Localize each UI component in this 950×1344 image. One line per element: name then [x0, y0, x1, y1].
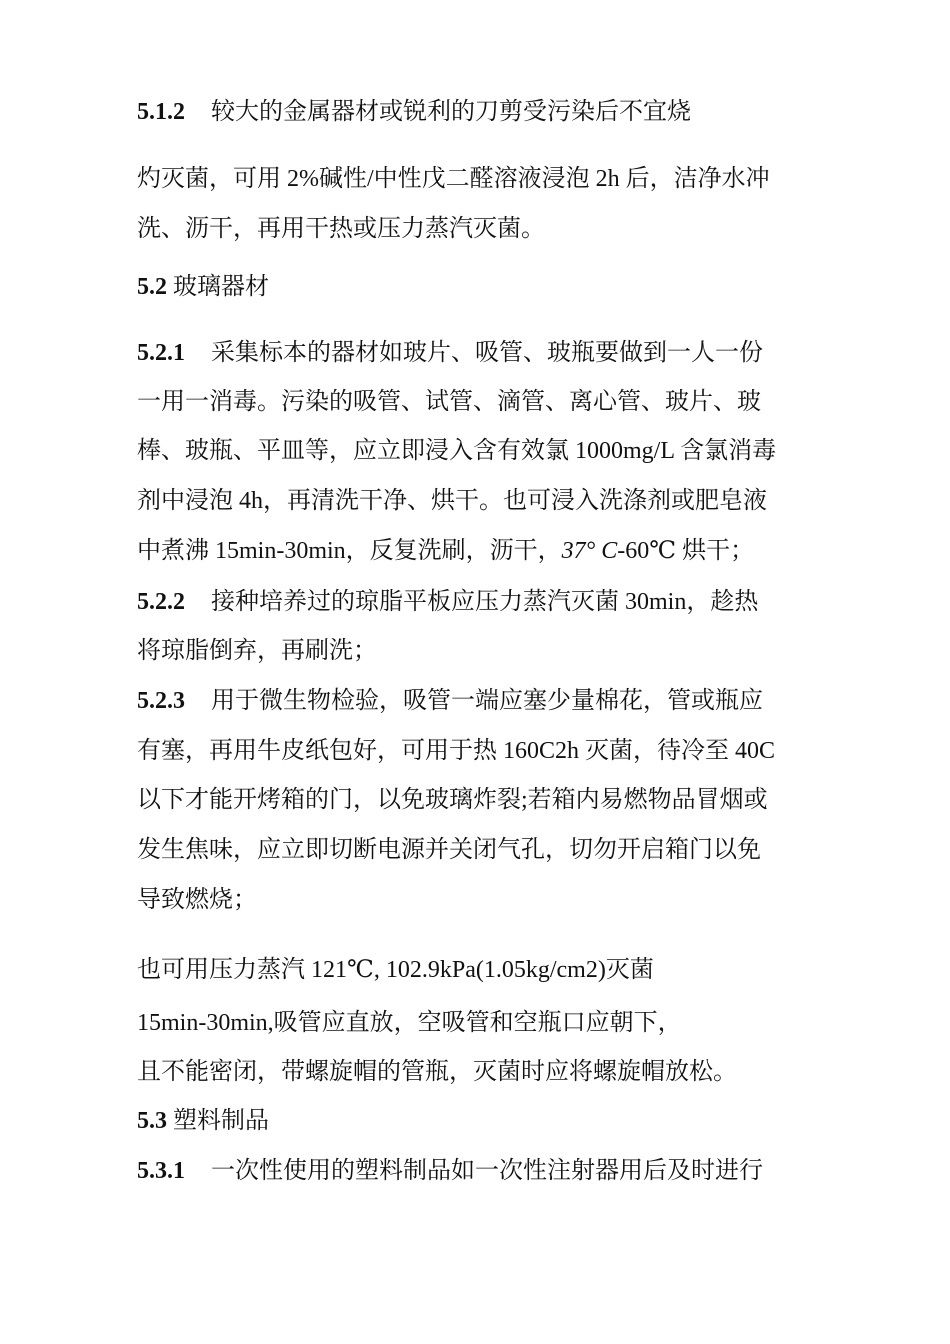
- section-number: 5.1.2: [137, 99, 185, 125]
- paragraph-line-1: 也可用压力蒸汽 121℃, 102.9kPa(1.05kg/cm2)灭菌: [137, 957, 654, 983]
- text: 接种培养过的琼脂平板应压力蒸汽灭菌 30min，趁热: [211, 589, 759, 615]
- text: -60℃ 烘干；: [617, 538, 755, 564]
- section-5-1-2-line-1: [137, 97, 691, 127]
- paragraph-line-3: 且不能密闭，带螺旋帽的管瓶，灭菌时应将螺旋帽放松。: [137, 1059, 737, 1085]
- section-5-2-3-line-4: 发生焦味，应立即切断电源并关闭气孔，切勿开启箱门以免: [137, 837, 761, 863]
- section-title: 玻璃器材: [173, 274, 269, 300]
- section-5-2-1-line-4: 剂中浸泡 4h，再清洗干净、烘干。也可浸入洗涤剂或肥皂液: [137, 488, 767, 514]
- section-5-2-2-line-2: 将琼脂倒弃，再刷洗；: [137, 638, 377, 664]
- section-5-2-3-line-2: 有塞，再用牛皮纸包好，可用于热 160C2h 灭菌，待冷至 40C: [137, 738, 776, 764]
- section-number: 5.2.1: [137, 340, 185, 366]
- section-5-2-1-line-1: [137, 338, 763, 368]
- text: 采集标本的器材如玻片、吸管、玻瓶要做到一人一份: [211, 340, 763, 366]
- section-title: 塑料制品: [173, 1108, 269, 1134]
- section-number: 5.2.3: [137, 688, 185, 714]
- text: 用于微生物检验，吸管一端应塞少量棉花，管或瓶应: [211, 688, 763, 714]
- section-number: 5.3.1: [137, 1158, 185, 1184]
- section-5-1-2-line-3: 洗、沥干，再用干热或压力蒸汽灭菌。: [137, 216, 545, 242]
- section-number: 5.3: [137, 1108, 167, 1134]
- section-5-3-1-line-1: [137, 1156, 763, 1186]
- section-5-2-3-line-1: [137, 686, 763, 716]
- section-5-2-heading: [137, 272, 269, 302]
- section-5-2-3-line-3: 以下才能开烤箱的门，以免玻璃炸裂;若箱内易燃物品冒烟或: [137, 787, 768, 813]
- text: 较大的金属器材或锐利的刀剪受污染后不宜烧: [211, 99, 691, 125]
- section-number: 5.2: [137, 274, 167, 300]
- text: 中煮沸 15min-30min，反复洗刷，沥干，: [137, 538, 562, 564]
- section-5-2-1-line-3: 棒、玻瓶、平皿等，应立即浸入含有效氯 1000mg/L 含氯消毒: [137, 438, 777, 464]
- paragraph-line-2: 15min-30min,吸管应直放，空吸管和空瓶口应朝下，: [137, 1010, 682, 1036]
- section-5-2-1-line-2: 一用一消毒。污染的吸管、试管、滴管、离心管、玻片、玻: [137, 389, 761, 415]
- section-5-2-1-line-5: [137, 536, 754, 566]
- text: 一次性使用的塑料制品如一次性注射器用后及时进行: [211, 1158, 763, 1184]
- section-number: 5.2.2: [137, 589, 185, 615]
- section-5-1-2-line-2: 灼灭菌，可用 2%碱性/中性戊二醛溶液浸泡 2h 后，洁净水冲: [137, 166, 770, 192]
- section-5-3-heading: [137, 1106, 269, 1136]
- temperature-italic: 37° C: [561, 538, 618, 564]
- section-5-2-2-line-1: [137, 587, 758, 617]
- section-5-2-3-line-5: 导致燃烧；: [137, 887, 257, 913]
